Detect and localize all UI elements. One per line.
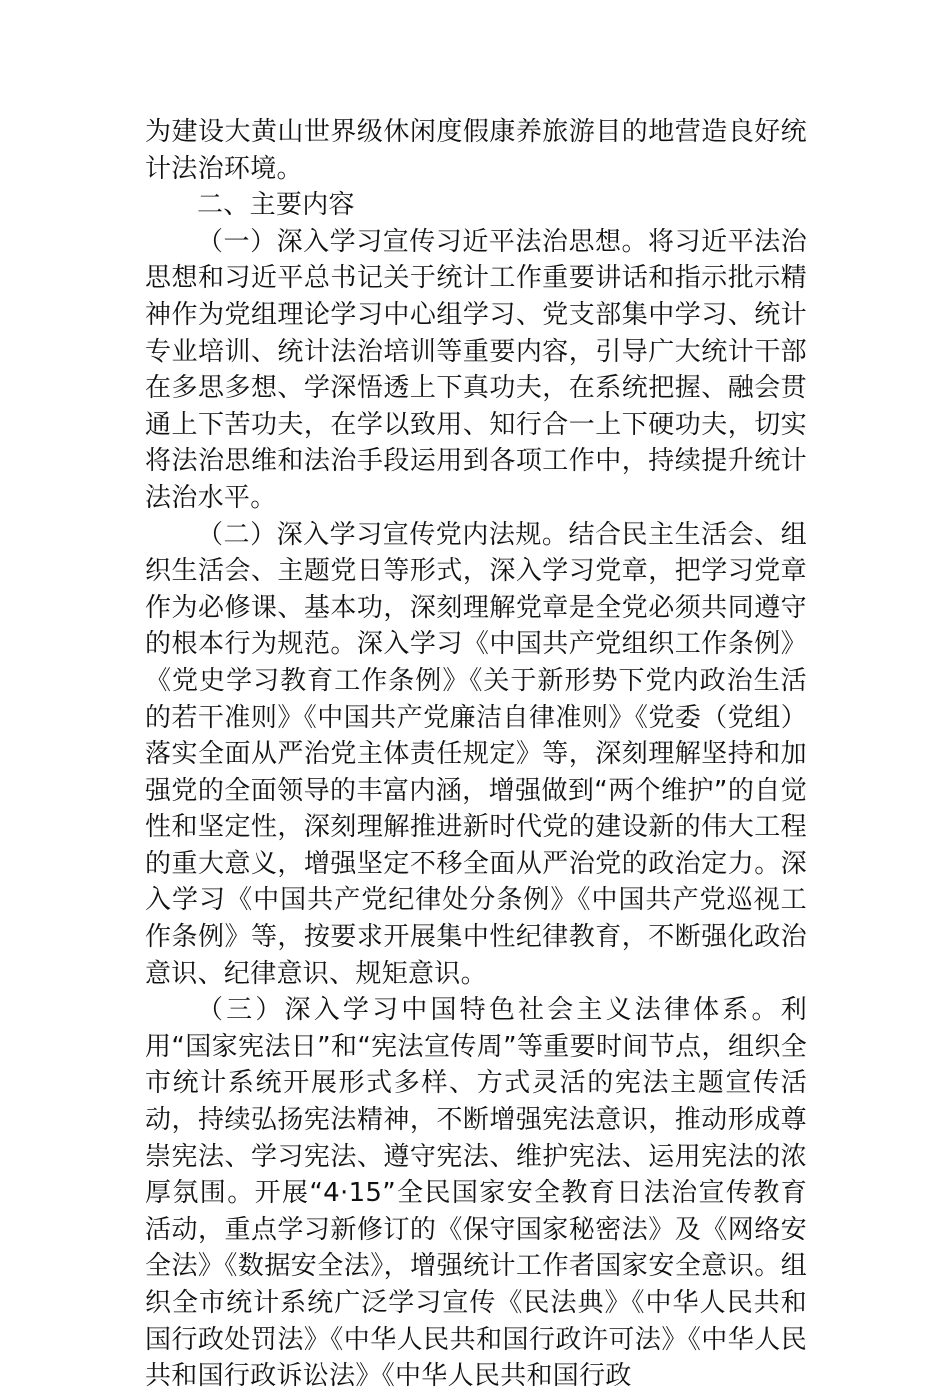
document-page: [145, 114, 807, 1395]
paragraph-3: （三）深入学习中国特色社会主义法律体系。利用“国家宪法日”和“宪法宣传周”等重要时间节点，组织全市统计系统开展形式多样、方式灵活的宪法主题宣传活动，持续弘扬宪法精神，不断增强宪法意识，推动形成尊崇宪法、学习宪法、遵守宪法、维护宪法、运用宪法的浓厚氛围。开展“4·15”全民国家安全教育日法治宣传教育活动，重点学习新修订的《保守国家秘密法》及《网络安全法》《数据安全法》，增强统计工作者国家安全意识。组织全市统计系统广泛学习宣传《民法典》《中华人民共和国行政处罚法》《中华人民共和国行政许可法》《中华人民共和国行政诉讼法》《中华人民共和国行政: [145, 995, 807, 1392]
paragraph-2: （二）深入学习宣传党内法规。结合民主生活会、组织生活会、主题党日等形式，深入学习党章，把学习党章作为必修课、基本功，深刻理解党章是全党必须共同遵守的根本行为规范。深入学习《中国共产党组织工作条例》《党史学习教育工作条例》《关于新形势下党内政治生活的若干准则》《中国共产党廉洁自律准则》《党委（党组）落实全面从严治党主体责任规定》等，深刻理解坚持和加强党的全面领导的丰富内涵，增强做到“两个维护”的自觉性和坚定性，深刻理解推进新时代党的建设新的伟大工程的重大意义，增强坚定不移全面从严治党的政治定力。深入学习《中国共产党纪律处分条例》《中国共产党巡视工作条例》等，按要求开展集中性纪律教育，不断强化政治意识、纪律意识、规矩意识。: [145, 519, 807, 989]
paragraph-1: （一）深入学习宣传习近平法治思想。将习近平法治思想和习近平总书记关于统计工作重要讲话和指示批示精神作为党组理论学习中心组学习、党支部集中学习、统计专业培训、统计法治培训等重要内容，引导广大统计干部在多思多想、学深悟透上下真功夫，在系统把握、融会贯通上下苦功夫，在学以致用、知行合一上下硬功夫，切实将法治思维和法治手段运用到各项工作中，持续提升统计法治水平。: [145, 226, 807, 513]
continuation-paragraph: 为建设大黄山世界级休闲度假康养旅游目的地营造良好统计法治环境。: [145, 117, 807, 184]
section-heading: 二、主要内容: [197, 190, 355, 221]
